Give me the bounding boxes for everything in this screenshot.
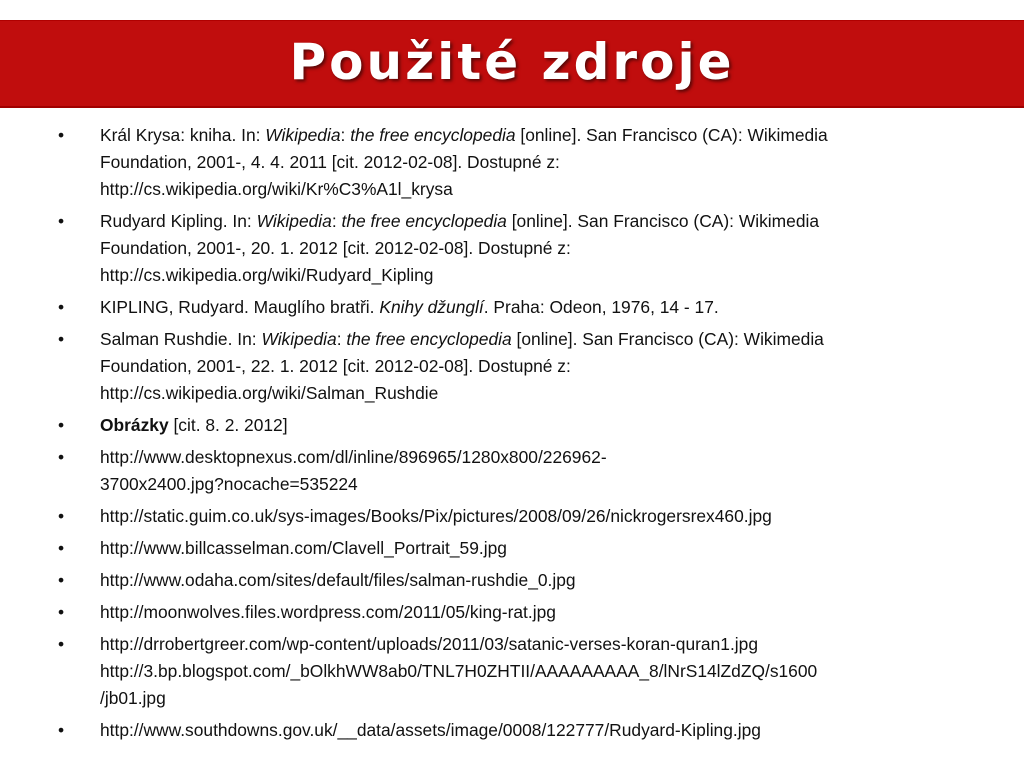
item-url: /jb01.jpg: [100, 688, 166, 708]
list-item: [52, 717, 992, 744]
bullet-icon: •: [58, 570, 65, 590]
item-separator: :: [336, 329, 347, 349]
bullet-icon: •: [58, 297, 65, 317]
bullet-icon: •: [58, 720, 65, 740]
item-text: Foundation, 2001-, 4. 4. 2011 [cit. 2012-02-08]. Dostupné z:: [100, 152, 560, 172]
images-heading: Obrázky: [100, 415, 169, 435]
item-text: [online]. San Francisco (CA): Wikimedia: [506, 211, 820, 231]
bullet-icon: •: [58, 125, 65, 145]
item-url: http://moonwolves.files.wordpress.com/2011/05/king-rat.jpg: [100, 602, 556, 622]
item-url: http://cs.wikipedia.org/wiki/Salman_Rushdie: [100, 383, 439, 403]
item-url: http://www.southdowns.gov.uk/__data/assets/image/0008/122777/Rudyard-Kipling.jpg: [100, 720, 761, 740]
item-subtitle: the free encyclopedia: [341, 211, 507, 231]
list-item: [52, 208, 992, 289]
list-item: [52, 444, 992, 498]
bullet-icon: •: [58, 602, 65, 622]
list-item: [52, 567, 992, 594]
item-text: [online]. San Francisco (CA): Wikimedia: [515, 125, 828, 145]
item-separator: :: [331, 211, 342, 231]
item-text: [online]. San Francisco (CA): Wikimedia: [511, 329, 824, 349]
item-author: Rudyard Kipling. In:: [100, 211, 257, 231]
bullet-icon: •: [58, 415, 65, 435]
item-book: Knihy džunglí: [379, 297, 484, 317]
item-text: Foundation, 2001-, 22. 1. 2012 [cit. 2012-02-08]. Dostupné z:: [100, 356, 571, 376]
item-work: Wikipedia: [265, 125, 341, 145]
sources-content: [52, 122, 992, 749]
list-item: [52, 599, 992, 626]
item-text: . Praha: Odeon, 1976, 14 - 17.: [483, 297, 719, 317]
item-subtitle: the free encyclopedia: [346, 329, 512, 349]
slide-title: Použité zdroje: [289, 32, 735, 91]
item-author: Král Krysa: kniha. In:: [100, 125, 266, 145]
item-subtitle: the free encyclopedia: [350, 125, 516, 145]
bullet-icon: •: [58, 634, 65, 654]
item-url: 3700x2400.jpg?nocache=535224: [100, 474, 358, 494]
item-url: http://3.bp.blogspot.com/_bOlkhWW8ab0/TNL7H0ZHTII/AAAAAAAAA_8/lNrS14lZdZQ/s1600: [100, 661, 818, 681]
item-separator: :: [340, 125, 351, 145]
item-url: http://www.billcasselman.com/Clavell_Portrait_59.jpg: [100, 538, 507, 558]
list-item: [52, 412, 992, 439]
item-url: http://cs.wikipedia.org/wiki/Kr%C3%A1l_krysa: [100, 179, 453, 199]
list-item: [52, 631, 992, 712]
item-url: http://static.guim.co.uk/sys-images/Books/Pix/pictures/2008/09/26/nickrogersrex460.jpg: [100, 506, 772, 526]
bullet-icon: •: [58, 447, 65, 467]
item-work: Wikipedia: [256, 211, 332, 231]
bullet-icon: •: [58, 538, 65, 558]
item-text: Foundation, 2001-, 20. 1. 2012 [cit. 2012-02-08]. Dostupné z:: [100, 238, 571, 258]
item-text: [cit. 8. 2. 2012]: [168, 415, 288, 435]
list-item: [52, 535, 992, 562]
item-url: http://www.desktopnexus.com/dl/inline/896965/1280x800/226962-: [100, 447, 607, 467]
item-work: Wikipedia: [261, 329, 337, 349]
sources-list: [52, 122, 992, 744]
list-item: [52, 294, 992, 321]
item-author: KIPLING, Rudyard. Mauglího bratři.: [100, 297, 380, 317]
item-url: http://www.odaha.com/sites/default/files/salman-rushdie_0.jpg: [100, 570, 576, 590]
list-item: [52, 503, 992, 530]
list-item: [52, 326, 992, 407]
bullet-icon: •: [58, 329, 65, 349]
title-bar: [0, 20, 1024, 108]
top-margin: [0, 0, 1024, 20]
list-item: [52, 122, 992, 203]
item-url: http://drrobertgreer.com/wp-content/uploads/2011/03/satanic-verses-koran-quran1.jpg: [100, 634, 758, 654]
bullet-icon: •: [58, 211, 65, 231]
item-author: Salman Rushdie. In:: [100, 329, 262, 349]
bullet-icon: •: [58, 506, 65, 526]
item-url: http://cs.wikipedia.org/wiki/Rudyard_Kipling: [100, 265, 434, 285]
